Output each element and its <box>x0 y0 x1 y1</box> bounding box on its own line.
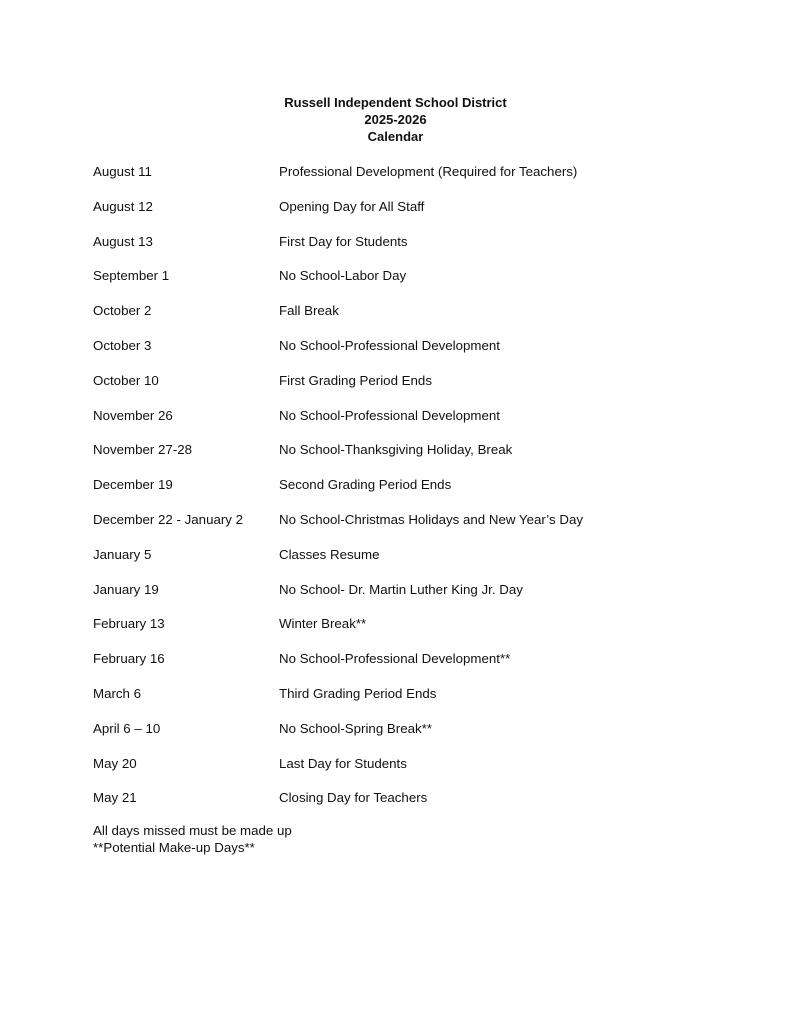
schedule-event: First Grading Period Ends <box>279 372 432 388</box>
schedule-row <box>93 650 713 685</box>
schedule-row <box>93 511 713 546</box>
schedule-event: No School-Professional Development <box>279 337 500 353</box>
schedule-date: April 6 – 10 <box>93 720 161 736</box>
schedule-row <box>93 755 713 790</box>
schedule-row <box>93 720 713 755</box>
schedule-date: October 10 <box>93 372 159 388</box>
schedule-date: February 16 <box>93 651 165 667</box>
schedule-row <box>93 476 713 511</box>
schedule-row <box>93 685 713 720</box>
schedule-row <box>93 163 713 198</box>
schedule-event: Second Grading Period Ends <box>279 477 452 493</box>
schedule-event: Classes Resume <box>279 546 380 562</box>
district-title: Russell Independent School District <box>284 95 507 110</box>
schedule-event: Third Grading Period Ends <box>279 685 437 701</box>
schedule-row <box>93 789 713 824</box>
schedule-date: March 6 <box>93 685 142 701</box>
title-block <box>0 94 791 145</box>
makeup-note: All days missed must be made up <box>93 823 292 838</box>
schedule-date: December 22 - January 2 <box>93 511 244 527</box>
schedule-row <box>93 198 713 233</box>
schedule-date: May 21 <box>93 790 137 806</box>
schedule-date: January 19 <box>93 581 159 597</box>
schedule-date: January 5 <box>93 546 152 562</box>
schedule-event: Last Day for Students <box>279 755 407 771</box>
schedule-row <box>93 302 713 337</box>
schedule-event: Fall Break <box>279 303 339 319</box>
schedule-event: No School-Professional Development** <box>279 651 511 667</box>
schedule-date: November 27-28 <box>93 442 193 458</box>
schedule-row <box>93 407 713 442</box>
schedule-date: October 2 <box>93 303 152 319</box>
potential-makeup-note: **Potential Make-up Days** <box>93 840 255 855</box>
schedule-date: May 20 <box>93 755 137 771</box>
schedule-date: August 13 <box>93 233 153 249</box>
schedule-row <box>93 581 713 616</box>
schedule-event: No School-Spring Break** <box>279 720 432 736</box>
schedule-date: October 3 <box>93 337 152 353</box>
schedule-row <box>93 441 713 476</box>
schedule-event: Opening Day for All Staff <box>279 198 425 214</box>
schedule-row <box>93 372 713 407</box>
schedule-event: Professional Development (Required for Teachers) <box>279 164 578 179</box>
schedule-event: No School-Professional Development <box>279 407 500 423</box>
schedule-row <box>93 233 713 268</box>
schedule-row <box>93 337 713 372</box>
schedule-event: No School-Labor Day <box>279 268 407 284</box>
schedule-row <box>93 546 713 581</box>
schedule-event: No School-Thanksgiving Holiday, Break <box>279 442 513 458</box>
schedule-date: August 11 <box>93 164 152 179</box>
notes-block <box>93 822 292 856</box>
schedule-date: November 26 <box>93 407 173 423</box>
schedule-event: No School- Dr. Martin Luther King Jr. Day <box>279 581 523 597</box>
schedule-date: February 13 <box>93 616 165 632</box>
schedule-row <box>93 267 713 302</box>
schedule-date: September 1 <box>93 268 170 284</box>
schedule-list <box>93 163 713 824</box>
calendar-subtitle: Calendar <box>367 129 424 144</box>
schedule-event: Closing Day for Teachers <box>279 790 428 806</box>
schedule-event: First Day for Students <box>279 233 408 249</box>
schedule-row <box>93 615 713 650</box>
schedule-date: August 12 <box>93 198 153 214</box>
schedule-date: December 19 <box>93 477 173 493</box>
schedule-event: No School-Christmas Holidays and New Year’s Day <box>279 511 583 527</box>
school-year: 2025-2026 <box>364 112 427 127</box>
schedule-event: Winter Break** <box>279 616 367 632</box>
